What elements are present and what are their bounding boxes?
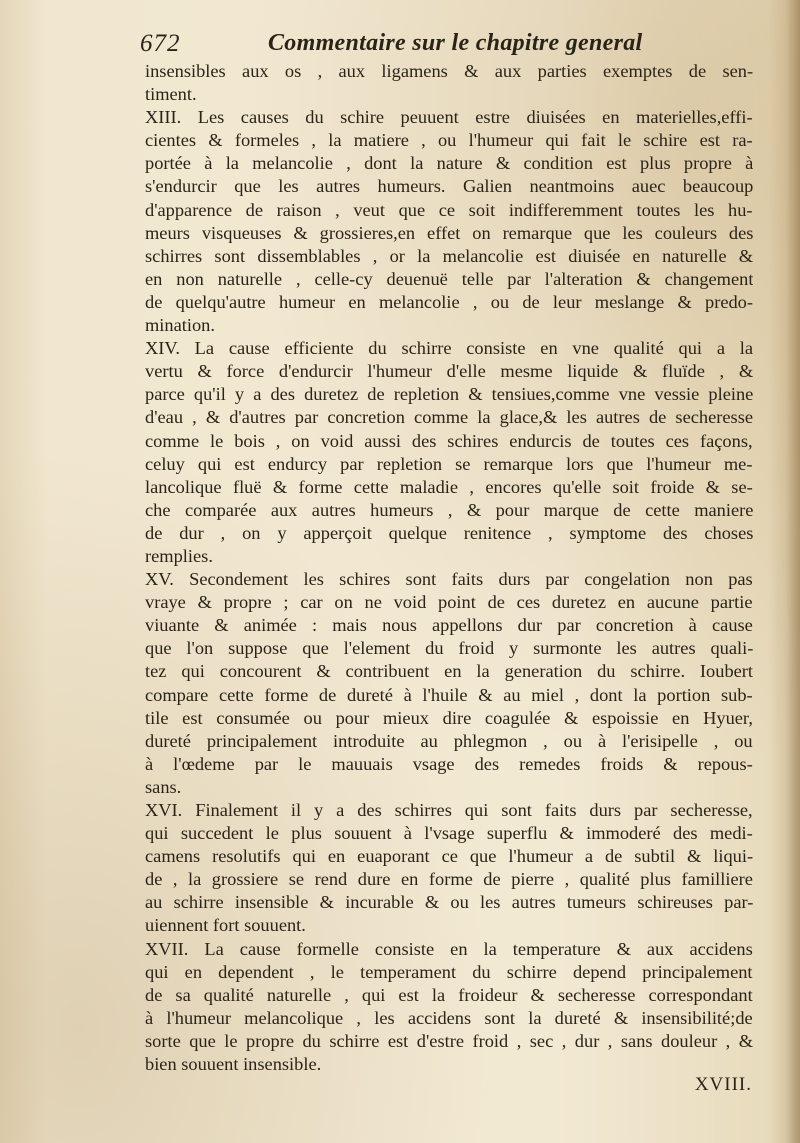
page-number: 672 [140, 30, 181, 57]
text-line: timent. [145, 84, 197, 105]
text-line: parce qu'il y a des duretez de repletion & tensiues,comme vne vessie pleine [145, 384, 753, 405]
text-line: qui succedent le plus souuent à l'vsage superflu & immoderé des medi- [145, 823, 753, 844]
paragraph [145, 106, 753, 337]
text-line: che comparée aux autres humeurs , & pour marque de cette maniere [145, 499, 753, 520]
text-body [145, 60, 753, 1076]
text-line: bien souuent insensible. [145, 1054, 322, 1075]
text-line: XVII. La cause formelle consiste en la temperature & aux accidens [145, 938, 753, 959]
text-line: au schirre insensible & incurable & ou les autres tumeurs schireuses par- [145, 892, 753, 913]
text-line: viuante & animée : mais nous appellons dur par concretion à cause [145, 615, 753, 636]
text-line: cientes & formeles , la matiere , ou l'humeur qui fait le schire est ra- [145, 130, 753, 151]
text-line: tile est consumée ou pour mieux dire coagulée & espoissie en Hyuer, [145, 707, 753, 728]
paragraph [145, 337, 753, 568]
text-line: vertu & force d'endurcir l'humeur d'elle mesme liquide & fluïde , & [145, 361, 753, 382]
text-line: que l'on suppose que l'element du froid y surmonte les autres quali- [145, 638, 753, 659]
paragraph [145, 60, 753, 106]
text-line: de quelqu'autre humeur en melancolie , ou de leur meslange & predo- [145, 291, 753, 312]
text-line: à l'œdeme par le mauuais vsage des remedes froids & repous- [145, 753, 753, 774]
paragraph [145, 938, 753, 1077]
text-line: qui en dependent , le temperament du schirre depend principalement [145, 961, 753, 982]
text-line: tez qui concourent & contribuent en la generation du schirre. Ioubert [145, 661, 753, 682]
text-line: dureté principalement introduite au phlegmon , ou à l'erisipelle , ou [145, 730, 753, 751]
text-line: uiennent fort souuent. [145, 915, 306, 936]
text-line: portée à la melancolie , dont la nature & condition est plus propre à [145, 153, 753, 174]
text-line: de , la grossiere se rend dure en forme de pierre , qualité plus familliere [145, 869, 753, 890]
text-line: s'endurcir que les autres humeurs. Galien neantmoins auec beaucoup [145, 176, 753, 197]
text-line: XIV. La cause efficiente du schirre consiste en vne qualité qui a la [145, 338, 753, 359]
text-line: remplies. [145, 545, 213, 566]
text-line: camens resolutifs qui en euaporant ce que l'humeur a de subtil & liqui- [145, 846, 753, 867]
text-line: en non naturelle , celle-cy deuenuë telle par l'alteration & changement [145, 268, 753, 289]
text-line: celuy qui est endurcy par repletion se remarque lors que l'humeur me- [145, 453, 753, 474]
text-line: d'apparence de raison , veut que ce soit indifferemment toutes les hu- [145, 199, 753, 220]
text-line: comme le bois , on void aussi des schires endurcis de toutes ces façons, [145, 430, 753, 451]
text-line: insensibles aux os , aux ligamens & aux parties exemptes de sen- [145, 61, 753, 81]
text-line: à l'humeur melancolique , les accidens sont la dureté & insensibilité;de [145, 1007, 753, 1028]
text-line: mination. [145, 315, 215, 336]
catchword: XVIII. [694, 1074, 752, 1095]
text-line: XIII. Les causes du schire peuuent estre diuisées en materielles,effi- [145, 107, 753, 128]
text-line: sans. [145, 776, 182, 797]
text-line: schirres sont dissemblables , or la melancolie est diuisée en naturelle & [145, 245, 753, 266]
text-line: compare cette forme de dureté à l'huile & au miel , dont la portion sub- [145, 684, 753, 705]
page-header [140, 28, 660, 62]
text-line: lancolique fluë & forme cette maladie , encores qu'elle soit froide & se- [145, 476, 753, 497]
text-line: de sa qualité naturelle , qui est la froideur & secheresse correspondant [145, 984, 753, 1005]
text-line: vraye & propre ; car on ne void point de ces duretez en aucune partie [145, 592, 753, 613]
paragraph [145, 568, 753, 799]
text-line: sorte que le propre du schirre est d'estre froid , sec , dur , sans douleur , & [145, 1030, 753, 1051]
text-line: d'eau , & d'autres par concretion comme la glace,& les autres de secheresse [145, 407, 753, 428]
text-line: de dur , on y apperçoit quelque renitence , symptome des choses [145, 522, 753, 543]
text-line: XVI. Finalement il y a des schirres qui sont faits durs par secheresse, [145, 800, 753, 820]
paragraph [145, 799, 753, 938]
running-head: Commentaire sur le chapitre general [268, 30, 643, 56]
page-edge-shadow [786, 0, 800, 1143]
text-line: XV. Secondement les schires sont faits durs par congelation non pas [145, 569, 753, 590]
text-line: meurs visqueuses & grossieres,en effet on remarque que les couleurs des [145, 222, 753, 243]
